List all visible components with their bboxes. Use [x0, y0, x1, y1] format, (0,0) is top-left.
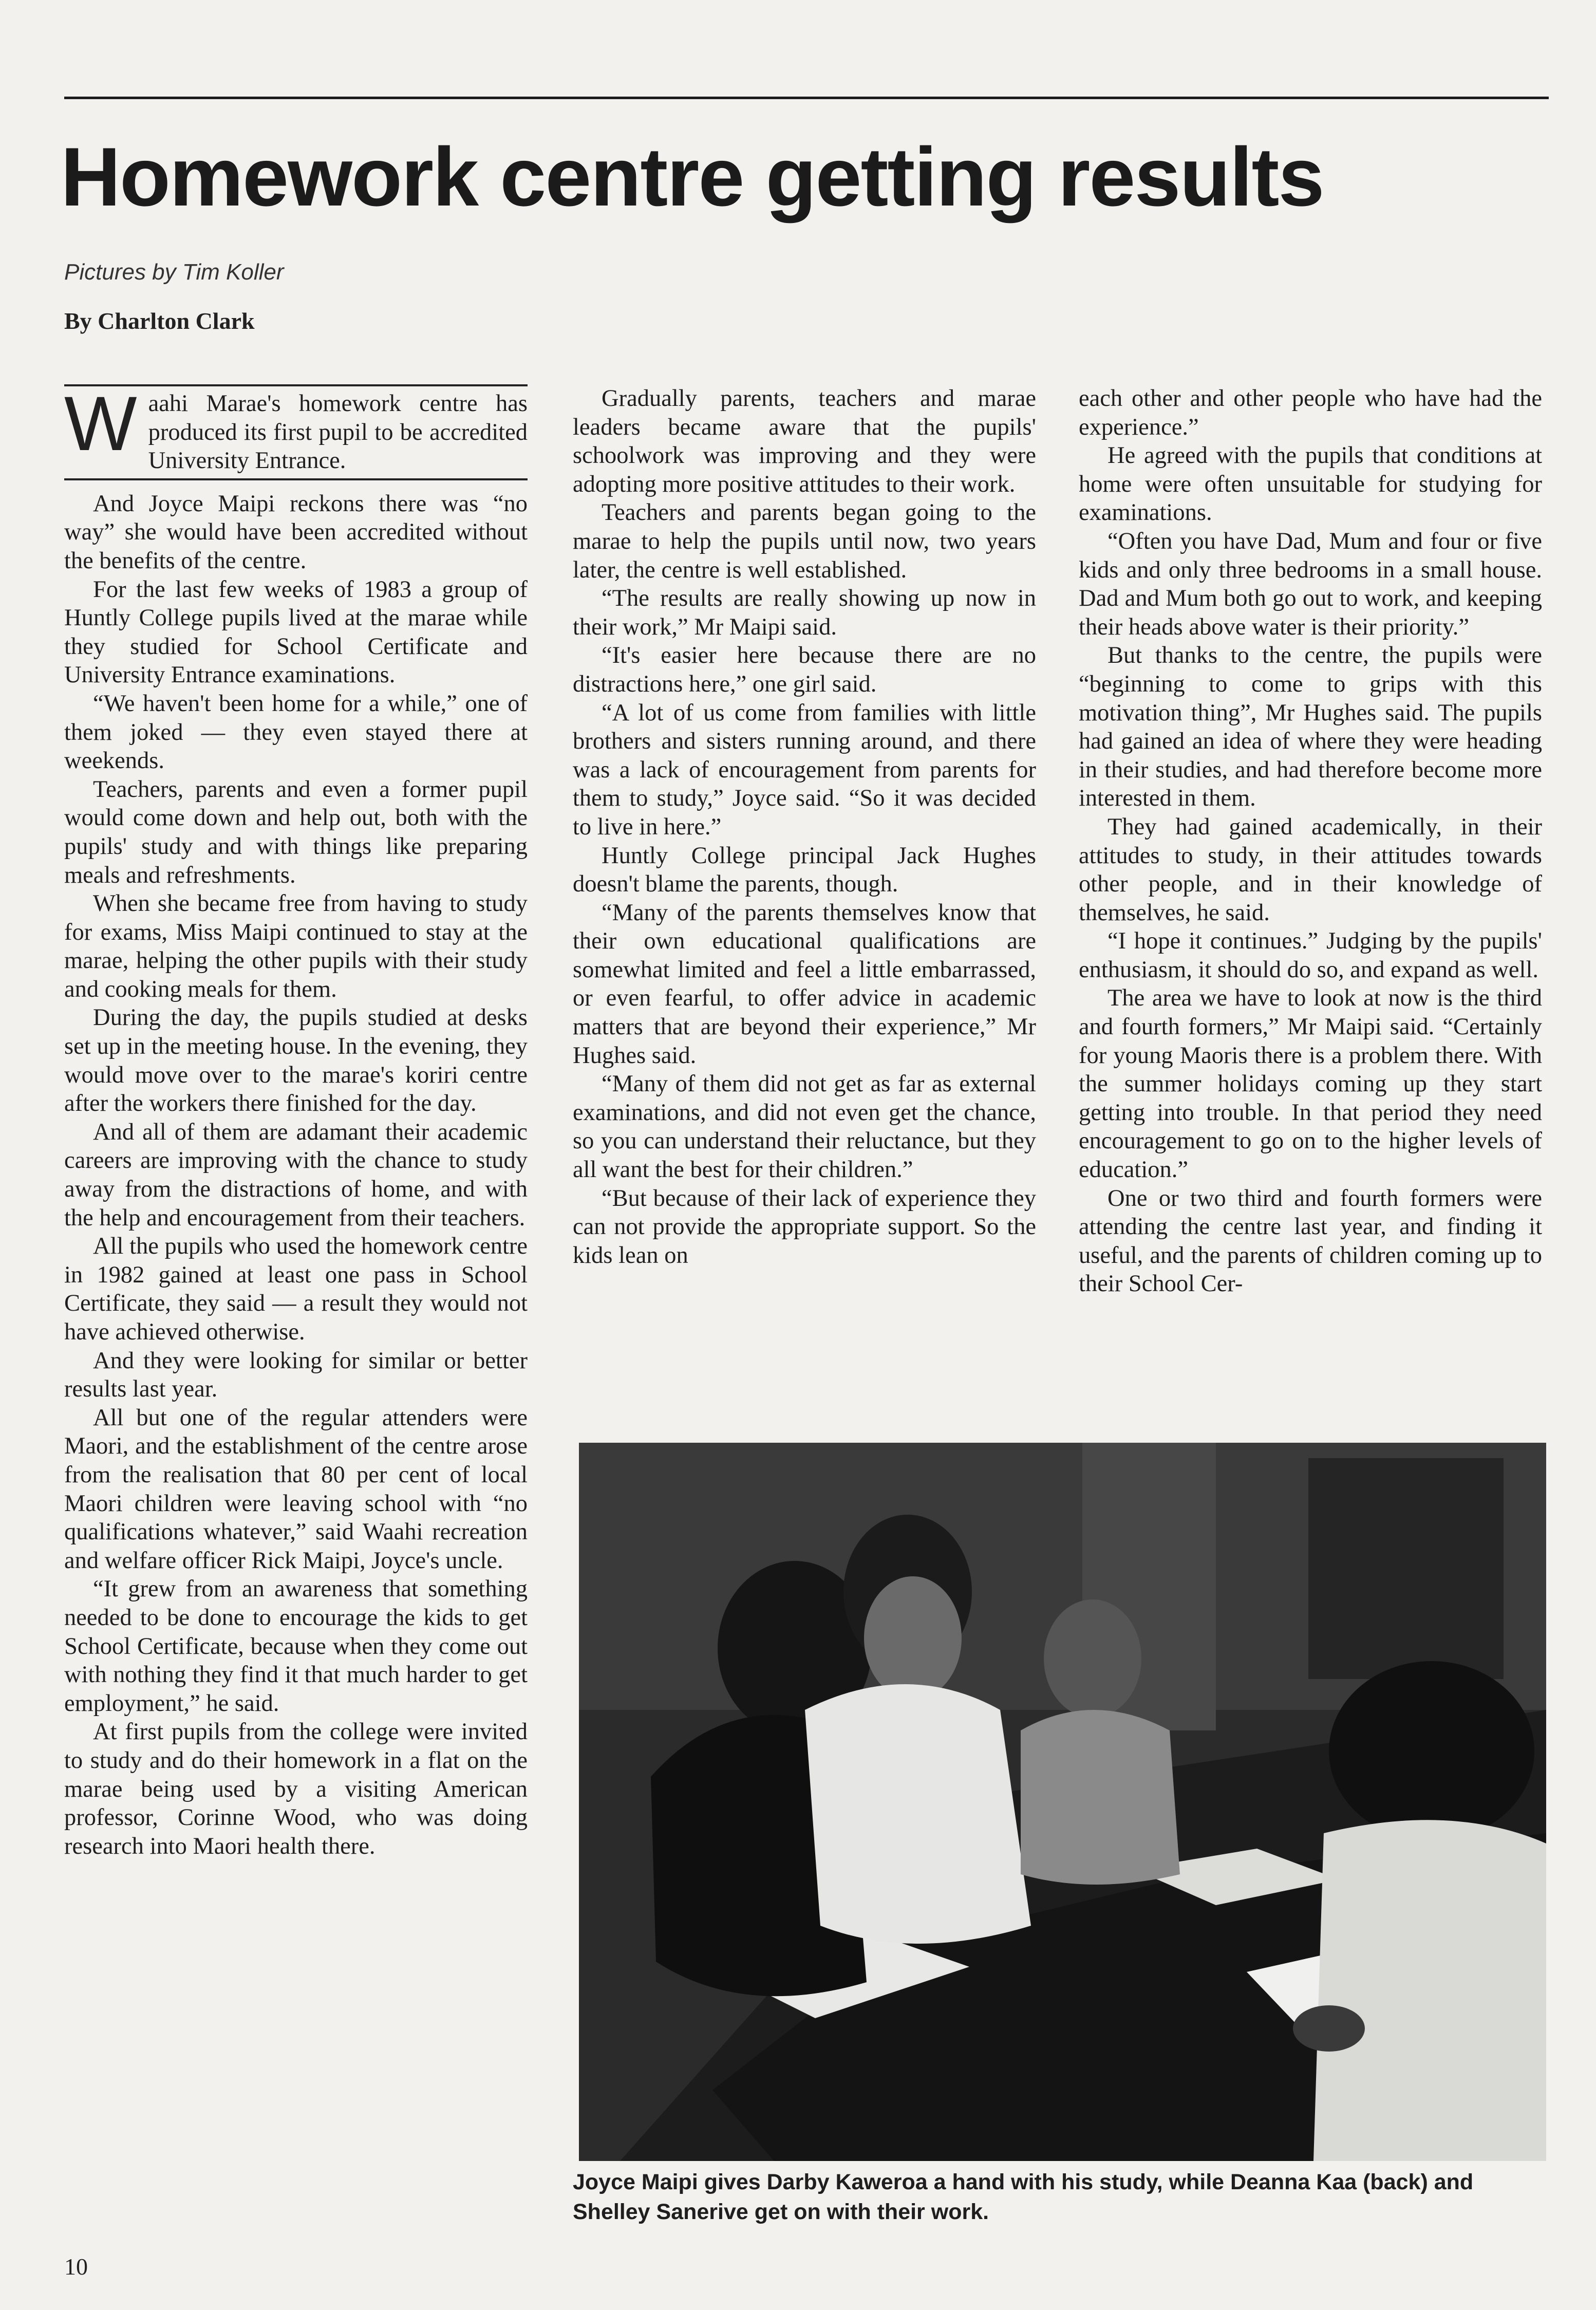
paragraph: At first pupils from the college were invited to study and do their homework in a flat on the marae being used by a visiting American professor, Corinne Wood, who was doing research into Maori health there. — [64, 1719, 528, 1859]
paragraph: “But because of their lack of experience they can not provide the appropriate support. So the kids lean on — [573, 1185, 1036, 1269]
paragraph: One or two third and fourth formers were attending the centre last year, and finding it useful, and the parents of children coming up to their School Cer- — [1079, 1185, 1542, 1297]
lead-text: aahi Marae's homework centre has produced its first pupil to be accredited University Entrance. — [148, 390, 528, 474]
paragraph: But thanks to the centre, the pupils were “beginning to come to grips with this motivation thing”, Mr Hughes said. The pupils had gained an idea of where they were heading in their studies, and had therefore become more interested in them. — [1079, 642, 1542, 812]
article-column-2 — [573, 384, 1036, 1270]
photo-illustration — [579, 1443, 1546, 2161]
paragraph: And they were looking for similar or better results last year. — [64, 1347, 528, 1403]
photo-caption: Joyce Maipi gives Darby Kaweroa a hand with his study, while Deanna Kaa (back) and Shelley Sanerive get on with their work. — [573, 2170, 1474, 2224]
paragraph: “It grew from an awareness that something needed to be done to encourage the kids to get School Certificate, because when they come out with nothing they find it that much harder to get employment,” he said. — [64, 1576, 528, 1717]
paragraph: He agreed with the pupils that conditions at home were often unsuitable for studying for examinations. — [1079, 442, 1542, 526]
paragraph: They had gained academically, in their attitudes to study, in their attitudes towards other people, and in their knowledge of themselves, he said. — [1079, 813, 1542, 926]
paragraph: “Often you have Dad, Mum and four or five kids and only three bedrooms in a small house. Dad and Mum both go out to work, and keeping their heads above water is their priority.” — [1079, 528, 1542, 640]
paragraph: “A lot of us come from families with little brothers and sisters running around, and there was a lack of encouragement from parents for them to study,” Joyce said. “So it was decided to live in here.” — [573, 699, 1036, 840]
lead-paragraph — [64, 380, 528, 480]
paragraph: “It's easier here because there are no distractions here,” one girl said. — [573, 642, 1036, 697]
byline: By Charlton Clark — [64, 308, 255, 334]
paragraph: “Many of them did not get as far as external examinations, and did not even get the chance, so you can understand their reluctance, but they all want the best for their children.” — [573, 1071, 1036, 1183]
paragraph: “We haven't been home for a while,” one of them joked — they even stayed there at weekends. — [64, 690, 528, 774]
paragraph: The area we have to look at now is the third and fourth formers,” Mr Maipi said. “Certainly for young Maoris there is a problem there. With the summer holidays coming up they start getting into trouble. In that period they need encouragement to go on to the higher levels of education.” — [1079, 985, 1542, 1183]
article-column-3 — [1079, 384, 1542, 1298]
paragraph: During the day, the pupils studied at desks set up in the meeting house. In the evening, they would move over to the marae's koriri centre after the workers there finished for the day. — [64, 1004, 528, 1117]
headline: Homework centre getting results — [61, 131, 1324, 223]
paragraph: Teachers, parents and even a former pupil would come down and help out, both with the pupils' study and with things like preparing meals and refreshments. — [64, 776, 528, 888]
paragraph: And all of them are adamant their academic careers are improving with the chance to study away from the distractions of home, and with the help and encouragement from their teachers. — [64, 1119, 528, 1231]
paragraph: When she became free from having to study for exams, Miss Maipi continued to stay at the marae, helping the other pupils with their study and cooking meals for them. — [64, 890, 528, 1002]
paragraph: All but one of the regular attenders were Maori, and the establishment of the centre arose from the realisation that 80 per cent of local Maori children were leaving school with “no qualifications whatever,” said Waahi recreation and welfare officer Rick Maipi, Joyce's uncle. — [64, 1404, 528, 1574]
paragraph: Gradually parents, teachers and marae leaders became aware that the pupils' schoolwork was improving and they were adopting more positive attitudes to their work. — [573, 385, 1036, 497]
paragraph: For the last few weeks of 1983 a group of Huntly College pupils lived at the marae while they studied for School Certificate and University Entrance examinations. — [64, 576, 528, 688]
article-column-1 — [64, 380, 528, 1860]
page-number: 10 — [64, 2253, 88, 2280]
paragraph: Teachers and parents began going to the marae to help the pupils until now, two years later, the centre is well established. — [573, 499, 1036, 583]
drop-cap: W — [64, 380, 137, 467]
paragraph: All the pupils who used the homework centre in 1982 gained at least one pass in School Certificate, they said — a result they would not have achieved otherwise. — [64, 1233, 528, 1345]
paragraph: “I hope it continues.” Judging by the pupils' enthusiasm, it should do so, and expand as well. — [1079, 928, 1542, 983]
paragraph: “Many of the parents themselves know that their own educational qualifications are somewhat limited and feel a little embarrassed, or even fearful, to offer advice in academic matters that are beyond their experience,” Mr Hughes said. — [573, 899, 1036, 1069]
paragraph: Huntly College principal Jack Hughes doesn't blame the parents, though. — [573, 842, 1036, 898]
pictures-credit: Pictures by Tim Koller — [64, 259, 284, 285]
article-photo — [579, 1443, 1546, 2161]
paragraph: And Joyce Maipi reckons there was “no way” she would have been accredited without the benefits of the centre. — [64, 490, 528, 574]
paragraph: “The results are really showing up now in their work,” Mr Maipi said. — [573, 585, 1036, 640]
paragraph: each other and other people who have had the experience.” — [1079, 385, 1542, 440]
top-rule — [64, 97, 1549, 99]
